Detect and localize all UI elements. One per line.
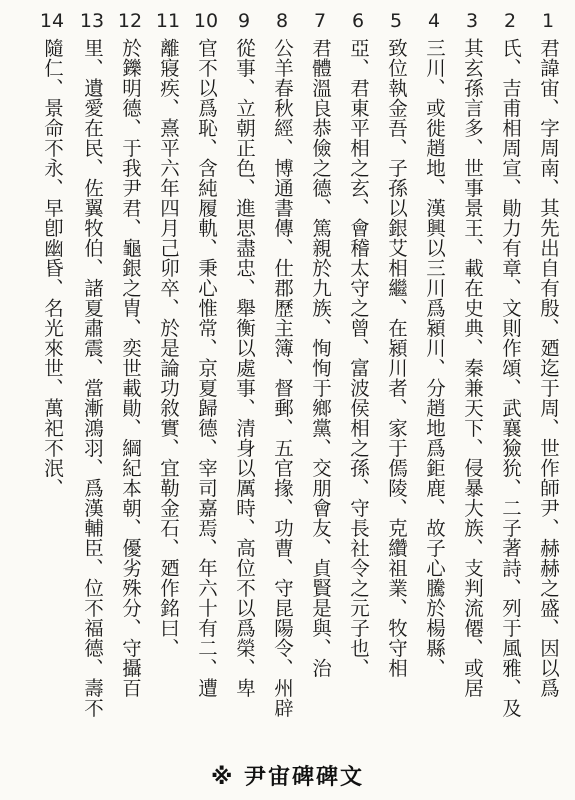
column-14 — [34, 10, 70, 498]
column-7 — [302, 10, 338, 678]
column-text: 其玄孫言多、世事景王、載在史典、秦兼天下、侵暴大族、支判流僊、或居 — [461, 38, 484, 698]
column-text: 亞、君東平相之玄、會稽太守之曾、富波侯相之孫、守長社令之元子也、 — [347, 38, 370, 678]
column-3 — [454, 10, 490, 698]
column-text: 離寢疾、熹平六年四月己卯卒、於是論功敘實、宜勒金石、廼作銘曰、 — [157, 38, 180, 658]
column-10 — [188, 10, 224, 698]
column-13 — [74, 10, 110, 718]
column-number: 11 — [155, 10, 181, 32]
column-12 — [112, 10, 148, 698]
column-5 — [378, 10, 414, 678]
column-text: 三川、或徙趙地、漢興以三川爲潁川、分趙地爲鉅鹿、故子心騰於楊縣、 — [423, 38, 446, 678]
column-number: 14 — [39, 10, 65, 32]
column-text: 君體溫良恭儉之德、篤親於九族、恂恂于鄉黨、交朋會友、貞賢是與、治 — [309, 38, 332, 678]
column-text: 隨仁、景命不永、早卽幽昏、名光來世、萬祀不泯、 — [41, 38, 64, 498]
column-2 — [492, 10, 528, 718]
column-text: 里、遺愛在民、佐翼牧伯、諸夏肅震、當漸鴻羽、爲漢輔臣、位不福德、壽不 — [81, 38, 104, 718]
column-number: 13 — [79, 10, 105, 32]
column-number: 4 — [427, 10, 441, 32]
column-number: 2 — [503, 10, 517, 32]
column-4 — [416, 10, 452, 678]
column-9 — [226, 10, 262, 698]
column-number: 1 — [541, 10, 555, 32]
column-text: 於鑠明德、于我尹君、龜銀之胄、奕世載勛、綱紀本朝、優劣殊分、守攝百 — [119, 38, 142, 698]
column-text: 氏、吉甫相周宣、勛力有章、文則作頌、武襄獫狁、二子著詩、列于風雅、及 — [499, 38, 522, 718]
column-number: 5 — [389, 10, 403, 32]
column-text: 從事、立朝正色、進思盡忠、舉衡以處事、清身以厲時、高位不以爲榮、卑 — [233, 38, 256, 698]
column-number: 10 — [193, 10, 219, 32]
column-text: 公羊春秋經、博通書傳、仕郡歷主簿、督郵、五官掾、功曹、守昆陽令、州辟 — [271, 38, 294, 718]
column-11 — [150, 10, 186, 658]
column-text: 致位執金吾、子孫以銀艾相繼、在潁川者、家于傿陵、克纘祖業、牧守相 — [385, 38, 408, 678]
column-text: 官不以爲恥、含純履軌、秉心惟常、京夏歸德、宰司嘉焉、年六十有二、遭 — [195, 38, 218, 698]
column-number: 8 — [275, 10, 289, 32]
column-text: 君諱宙、字周南、其先出自有殷、廼迄于周、世作師尹、赫赫之盛、因以爲 — [537, 38, 560, 698]
column-1 — [530, 10, 566, 698]
column-number: 12 — [117, 10, 143, 32]
column-number: 6 — [351, 10, 365, 32]
column-number: 3 — [465, 10, 479, 32]
column-number: 9 — [237, 10, 251, 32]
column-8 — [264, 10, 300, 718]
column-number: 7 — [313, 10, 327, 32]
caption: ※ 尹宙碑碑文 — [210, 765, 365, 790]
column-6 — [340, 10, 376, 678]
